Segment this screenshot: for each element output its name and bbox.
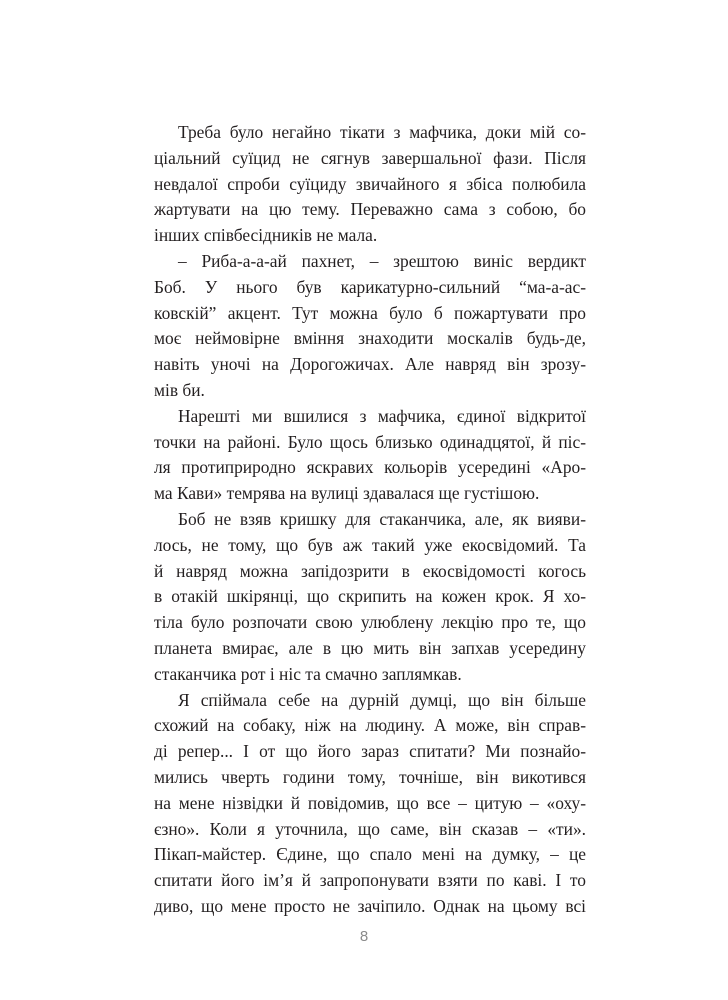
text-line: жартувати на цю тему. Переважно сама з собою, бо — [154, 199, 586, 220]
text-line: диво, що мене просто не зачіпило. Однак на цьому всі — [154, 895, 586, 916]
text-line: лось, не тому, що був аж такий уже екосвідомий. Та — [154, 534, 586, 555]
text-line: ковскій” акцент. Тут можна було б пожартувати про — [154, 302, 586, 323]
text-line: навіть уночі на Дорогожичах. Але навряд він зрозу- — [154, 354, 586, 375]
text-line: Боб. У нього був карикатурно-сильний “ма-а-ас- — [154, 276, 586, 297]
text-line: Пікап-майстер. Єдине, що спало мені на думку, – це — [154, 844, 586, 865]
text-line: єзно». Коли я уточнила, що саме, він сказав – «ти». — [154, 818, 586, 839]
text-line: ля протиприродно яскравих кольорів усередині «Аро- — [154, 457, 586, 478]
text-line: Боб не взяв кришку для стаканчика, але, як вияви- — [178, 508, 586, 529]
text-line: Треба було негайно тікати з мафчика, доки мій со- — [178, 122, 586, 142]
text-line: невдалої спроби суїциду звичайного я збіса полюбила — [154, 173, 586, 194]
text-line: тіла було розпочати свою улюблену лекцію про те, що — [154, 612, 586, 633]
text-line: точки на районі. Було щось близько одинадцятої, й піс- — [154, 431, 586, 452]
text-line: ціальний суїцид не сягнув завершальної фази. Після — [154, 147, 586, 168]
text-line: мились чверть години тому, точніше, він викотився — [154, 766, 586, 787]
text-line: схожий на собаку, ніж на людину. А може, він справ- — [154, 715, 586, 736]
text-line: планета вмирає, але в цю мить він запхав усередину — [154, 637, 586, 658]
text-line: спитати його ім’я й запропонувати взяти по каві. І то — [154, 870, 586, 891]
text-line: ді репер... І от що його зараз спитати? Ми познайо- — [154, 741, 586, 762]
text-line: ма Кави» темрява на вулиці здавалася ще густішою. — [154, 483, 540, 504]
text-line: Я спіймала себе на дурній думці, що він більше — [178, 689, 586, 710]
text-line: в отакій шкірянці, що скрипить на кожен крок. Я хо- — [154, 586, 586, 607]
text-line: на мене нізвідки й повідомив, що все – цитую – «оху- — [154, 792, 586, 813]
body-text — [154, 120, 586, 920]
text-line: й навряд можна запідозрити в екосвідомості когось — [154, 560, 586, 581]
text-line: моє неймовірне вміння знаходити москалів будь-де, — [154, 328, 586, 349]
text-line: інших співбесідників не мала. — [154, 225, 378, 246]
text-line: стаканчика рот і ніс та смачно заплямкав. — [154, 663, 462, 684]
text-line: – Риба-а-а-ай пахнет, – зрештою виніс вердикт — [178, 250, 586, 271]
text-line: мів би. — [154, 379, 205, 400]
page-number: 8 — [359, 928, 369, 945]
text-line: Нарешті ми вшилися з мафчика, єдиної відкритої — [178, 405, 586, 426]
